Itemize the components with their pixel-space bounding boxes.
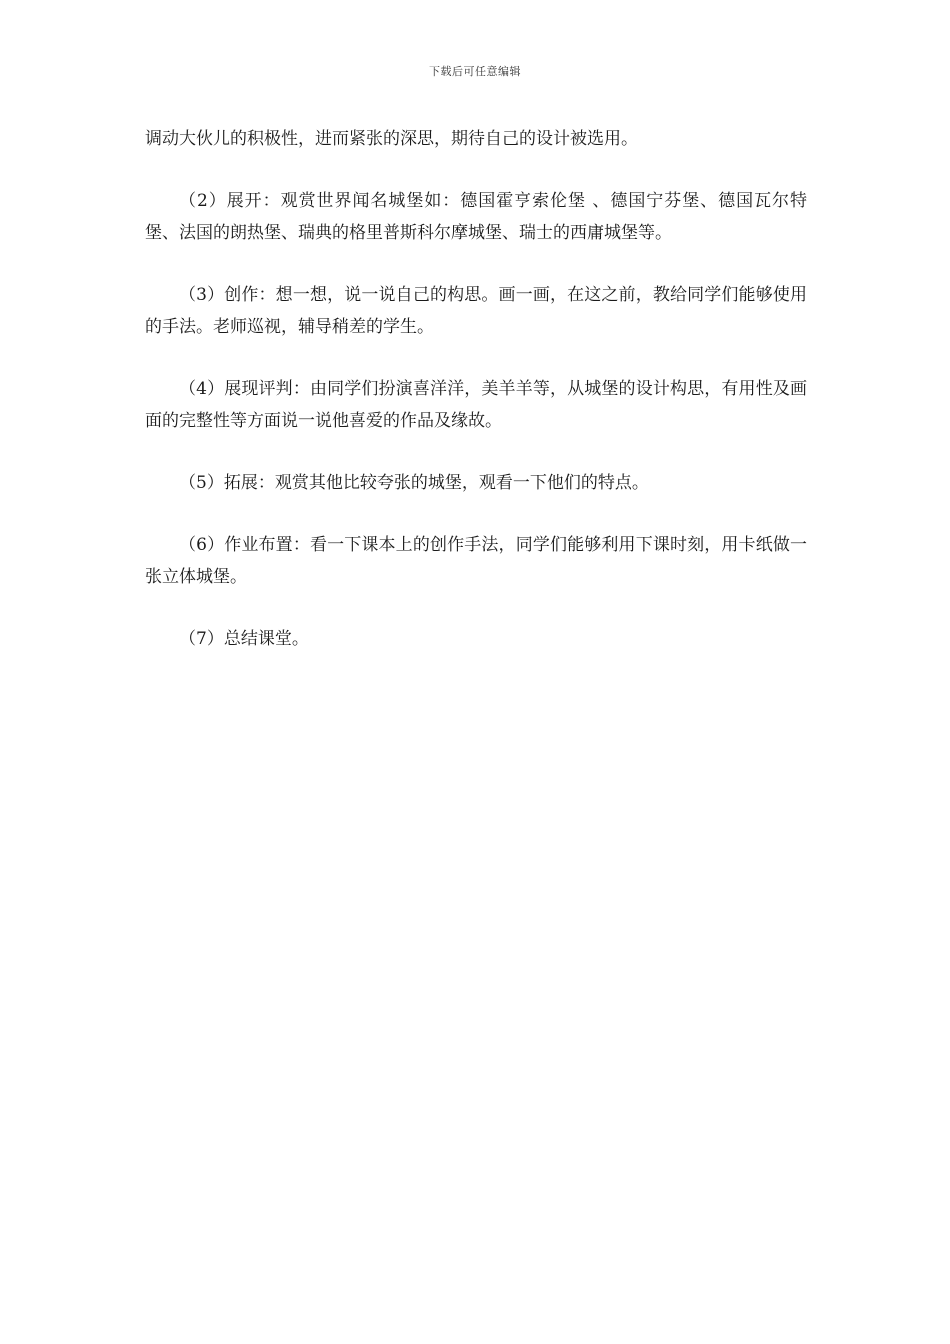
paragraph-step-5: （5）拓展：观赏其他比较夸张的城堡，观看一下他们的特点。 xyxy=(179,473,649,493)
paragraph-step-7: （7）总结课堂。 xyxy=(179,629,309,649)
paragraph-step-3: （3）创作：想一想，说一说自己的构思。画一画，在这之前，教给同学们能够使用的手法。老师巡视，辅导稍差的学生。 xyxy=(145,285,807,337)
paragraph-step-4: （4）展现评判：由同学们扮演喜洋洋，美羊羊等，从城堡的设计构思，有用性及画面的完整性等方面说一说他喜爱的作品及缘故。 xyxy=(145,379,807,431)
paragraph-step-2: （2）展开：观赏世界闻名城堡如：德国霍亨索伦堡 、德国宁芬堡、德国瓦尔特堡、法国的朗热堡、瑞典的格里普斯科尔摩城堡、瑞士的西庸城堡等。 xyxy=(145,191,807,243)
paragraph-continuation: 调动大伙儿的积极性，进而紧张的深思，期待自己的设计被选用。 xyxy=(145,129,638,149)
page-header: 下载后可任意编辑 xyxy=(429,65,521,78)
document-body xyxy=(145,123,807,685)
paragraph-step-6: （6）作业布置：看一下课本上的创作手法，同学们能够利用下课时刻，用卡纸做一张立体城堡。 xyxy=(145,535,807,587)
